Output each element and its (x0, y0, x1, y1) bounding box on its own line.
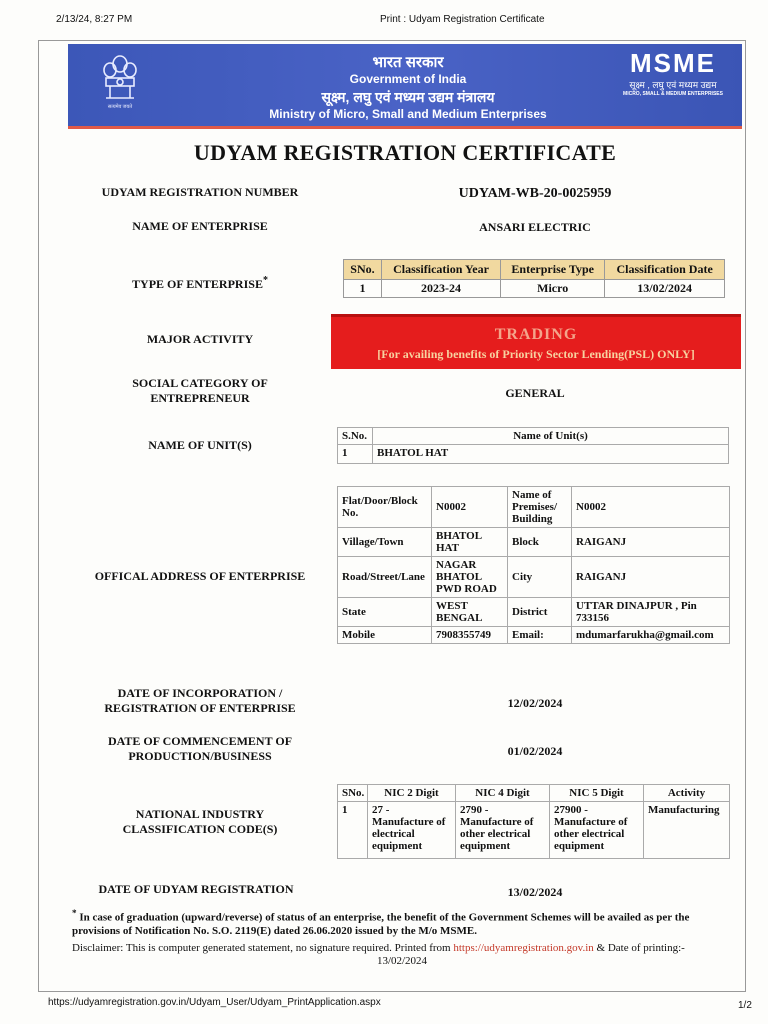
incorporation-label (70, 686, 330, 716)
nic-header-2digit: NIC 2 Digit (368, 785, 456, 802)
social-category-value: GENERAL (505, 386, 565, 400)
address-city-value: RAIGANJ (572, 557, 730, 598)
major-activity-note: [For availing benefits of Priority Sector Lending(PSL) ONLY] (377, 347, 695, 361)
disclaimer (72, 942, 732, 955)
table-row (338, 627, 730, 644)
address-premises-label: Name of Premises/ Building (508, 487, 572, 528)
reg-number-value: UDYAM-WB-20-0025959 (458, 186, 612, 201)
incorporation-date: 12/02/2024 (507, 696, 563, 710)
ministry-name-text: Ministry of Micro, Small and Medium Enterprises (269, 107, 547, 121)
address-state-value: WEST BENGAL (432, 598, 508, 627)
print-footer-url: https://udyamregistration.gov.in/Udyam_User/Udyam_PrintApplication.aspx (48, 997, 381, 1008)
graduation-footnote (72, 907, 732, 938)
nic-label (70, 807, 330, 837)
units-table (337, 427, 729, 464)
commencement-label (70, 734, 330, 764)
address-block-value: RAIGANJ (572, 528, 730, 557)
units-label: NAME OF UNIT(S) (148, 438, 252, 452)
type-header-sno: SNo. (344, 260, 382, 280)
nic-table (337, 784, 730, 859)
nic-header-activity: Activity (644, 785, 730, 802)
table-row (338, 487, 730, 528)
table-row (344, 280, 725, 298)
msme-subtitle-text: MICRO, SMALL & MEDIUM ENTERPRISES (623, 91, 723, 97)
address-email-label: Email: (508, 627, 572, 644)
incorporation-label-line2: REGISTRATION OF ENTERPRISE (104, 701, 296, 715)
major-activity-value: TRADING (494, 326, 578, 343)
udyam-website-link[interactable]: https://udyamregistration.gov.in (453, 942, 594, 954)
enterprise-type-table (343, 259, 725, 298)
print-title: Print : Udyam Registration Certificate (380, 14, 545, 25)
units-cell-name: BHATOL HAT (373, 445, 729, 464)
address-flat-label: Flat/Door/Block No. (338, 487, 432, 528)
commencement-label-line2: PRODUCTION/BUSINESS (128, 749, 272, 763)
print-datetime: 2/13/24, 8:27 PM (56, 14, 133, 25)
table-row (338, 802, 730, 859)
table-row (338, 445, 729, 464)
type-cell-sno: 1 (344, 280, 382, 298)
footnote-text: In case of graduation (upward/reverse) of status of an enterprise, the benefit of the Government Schemes will be availed as per the provisions of Notification No. S.O. 2119(E) dated 26.06.2020 issued by the M/o MSME. (72, 911, 690, 937)
type-label-star: * (262, 275, 268, 286)
footnote-star: * (72, 908, 77, 918)
msme-hindi-text: सूक्ष्म , लघु एवं मध्यम उद्यम (629, 80, 717, 90)
units-header-name: Name of Unit(s) (373, 428, 729, 445)
units-header-sno: S.No. (338, 428, 373, 445)
major-activity-label: MAJOR ACTIVITY (146, 332, 254, 346)
address-block-label: Block (508, 528, 572, 557)
address-table (337, 486, 730, 644)
hindi-ministry-text: सूक्ष्म, लघु एवं मध्यम उद्यम मंत्रालय (321, 89, 495, 105)
address-road-value: NAGAR BHATOL PWD ROAD (432, 557, 508, 598)
commencement-label-line1: DATE OF COMMENCEMENT OF (107, 734, 293, 748)
nic-cell-sno: 1 (338, 802, 368, 859)
government-of-india-text: Government of India (349, 72, 467, 86)
address-label: OFFICAL ADDRESS OF ENTERPRISE (94, 569, 306, 583)
udyam-date-label: DATE OF UDYAM REGISTRATION (98, 882, 294, 896)
commencement-date: 01/02/2024 (507, 744, 563, 758)
nic-label-line1: NATIONAL INDUSTRY (135, 807, 265, 821)
address-mobile-value: 7908355749 (432, 627, 508, 644)
incorporation-label-line1: DATE OF INCORPORATION / (117, 686, 283, 700)
social-category-label-line1: SOCIAL CATEGORY OF (132, 376, 268, 390)
nic-header-sno: SNo. (338, 785, 368, 802)
type-header-date: Classification Date (605, 260, 725, 280)
nic-cell-2digit: 27 - Manufacture of electrical equipment (368, 802, 456, 859)
nic-cell-4digit: 2790 - Manufacture of other electrical equipment (456, 802, 550, 859)
msme-logo: MSME (630, 48, 716, 78)
reg-number-label: UDYAM REGISTRATION NUMBER (101, 185, 299, 199)
type-label-text: TYPE OF ENTERPRISE (132, 277, 263, 291)
table-row (338, 528, 730, 557)
enterprise-name-label: NAME OF ENTERPRISE (132, 219, 268, 233)
disclaimer-text: Disclaimer: This is computer generated statement, no signature required. Printed from (72, 942, 454, 954)
type-header-type: Enterprise Type (501, 260, 605, 280)
table-row (338, 598, 730, 627)
address-village-value: BHATOL HAT (432, 528, 508, 557)
enterprise-name-value: ANSARI ELECTRIC (479, 220, 591, 234)
social-category-label (70, 376, 330, 406)
udyam-date-value: 13/02/2024 (507, 885, 563, 899)
type-cell-year: 2023-24 (381, 280, 500, 298)
hindi-government-text: भारत सरकार (372, 54, 444, 71)
type-cell-date: 13/02/2024 (605, 280, 725, 298)
address-state-label: State (338, 598, 432, 627)
nic-header-4digit: NIC 4 Digit (456, 785, 550, 802)
type-of-enterprise-label (70, 273, 330, 292)
nic-cell-5digit: 27900 - Manufacture of other electrical equipment (550, 802, 644, 859)
units-cell-sno: 1 (338, 445, 373, 464)
type-header-year: Classification Year (381, 260, 500, 280)
print-page-number: 1/2 (738, 1000, 752, 1011)
government-header-banner (68, 44, 742, 129)
nic-header-5digit: NIC 5 Digit (550, 785, 644, 802)
address-village-label: Village/Town (338, 528, 432, 557)
address-premises-value: N0002 (572, 487, 730, 528)
svg-text:सत्यमेव जयते: सत्यमेव जयते (107, 105, 133, 110)
certificate-title: UDYAM REGISTRATION CERTIFICATE (193, 140, 617, 165)
disclaimer-date-label: & Date of printing:- (593, 942, 685, 954)
nic-label-line2: CLASSIFICATION CODE(S) (122, 822, 278, 836)
major-activity-banner (331, 314, 741, 369)
nic-cell-activity: Manufacturing (644, 802, 730, 859)
address-district-value: UTTAR DINAJPUR , Pin 733156 (572, 598, 730, 627)
address-city-label: City (508, 557, 572, 598)
social-category-label-line2: ENTREPRENEUR (150, 391, 250, 405)
address-email-value: mdumarfarukha@gmail.com (572, 627, 730, 644)
state-emblem-icon (96, 52, 144, 114)
table-row (338, 557, 730, 598)
address-flat-value: N0002 (432, 487, 508, 528)
address-district-label: District (508, 598, 572, 627)
type-cell-type: Micro (501, 280, 605, 298)
address-mobile-label: Mobile (338, 627, 432, 644)
address-road-label: Road/Street/Lane (338, 557, 432, 598)
print-date: 13/02/2024 (376, 955, 428, 967)
